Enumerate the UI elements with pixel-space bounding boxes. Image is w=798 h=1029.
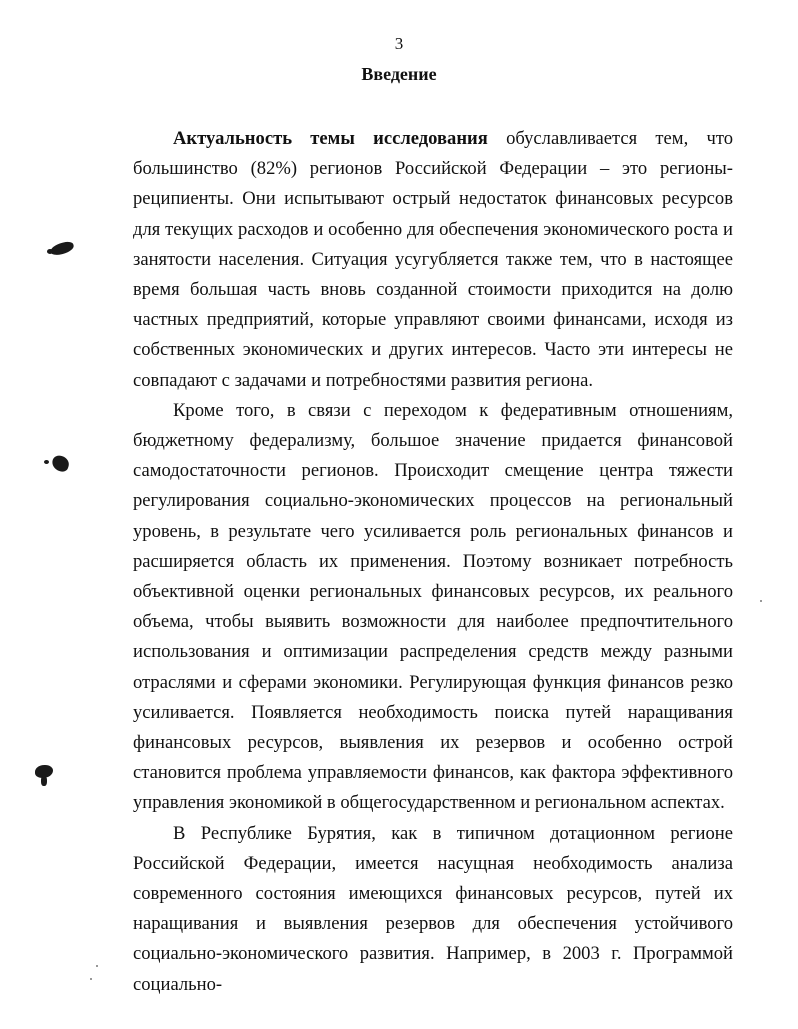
ink-blot [49,240,75,256]
paragraph-buryatia: В Республике Бурятия, как в типичном дотационном регионе Российской Федерации, имеется насущная необходимость анализа современного состояния имеющихся финансовых ресурсов, путей их наращивания и выявления резервов для обеспечения устойчивого социально-экономического развития. Например, в 2003 г. Программой социально- [133,822,733,995]
page-number: 3 [394,34,404,53]
paragraph-lead-term: Актуальность темы исследования [173,128,488,149]
scan-speck [760,600,762,602]
scan-speck [96,965,98,967]
ink-blot [47,249,53,254]
ink-blot [50,454,71,474]
ink-blot [41,776,47,786]
paragraph-relevance [133,124,733,396]
ink-blot [44,460,49,464]
scan-speck [90,978,92,980]
paragraph-federalism: Кроме того, в связи с переходом к федеративным отношениям, бюджетному федерализму, большое значение придается финансовой самодостаточности регионов. Происходит смещение центра тяжести регулирования социально-экономических процессов на региональный уровень, в результате чего усиливается роль региональных финансов и расширяется область их применения. Поэтому возникает потребность объективной оценки региональных финансовых ресурсов, их реального объема, чтобы выявить возможности для наиболее предпочтительного использования и оптимизации распределения средств между разными отраслями и сферами экономики. Регулирующая функция финансов резко усиливается. Появляется необходимость поиска путей наращивания финансовых ресурсов, выявления их резервов и особенно острой становится проблема управляемости финансов, как фактора эффективного управления экономикой в общегосударственном и региональном аспектах. [133,399,733,814]
paragraph-text: обуславливается тем, что большинство (82%) регионов Российской Федерации – это регионы-реципиенты. Они испытывают острый недостаток финансовых ресурсов для текущих расходов и особенно для обеспечения экономического роста и занятости населения. Ситуация усугубляется также тем, что в настоящее время большая часть вновь созданной стоимости приходится на долю частных предприятий, которые управляют своими финансами, исходя из собственных экономических и других интересов. Часто эти интересы не совпадают с задачами и потребностями развития региона. [133,128,733,391]
section-heading: Введение [361,64,437,84]
body-text [133,124,733,1000]
